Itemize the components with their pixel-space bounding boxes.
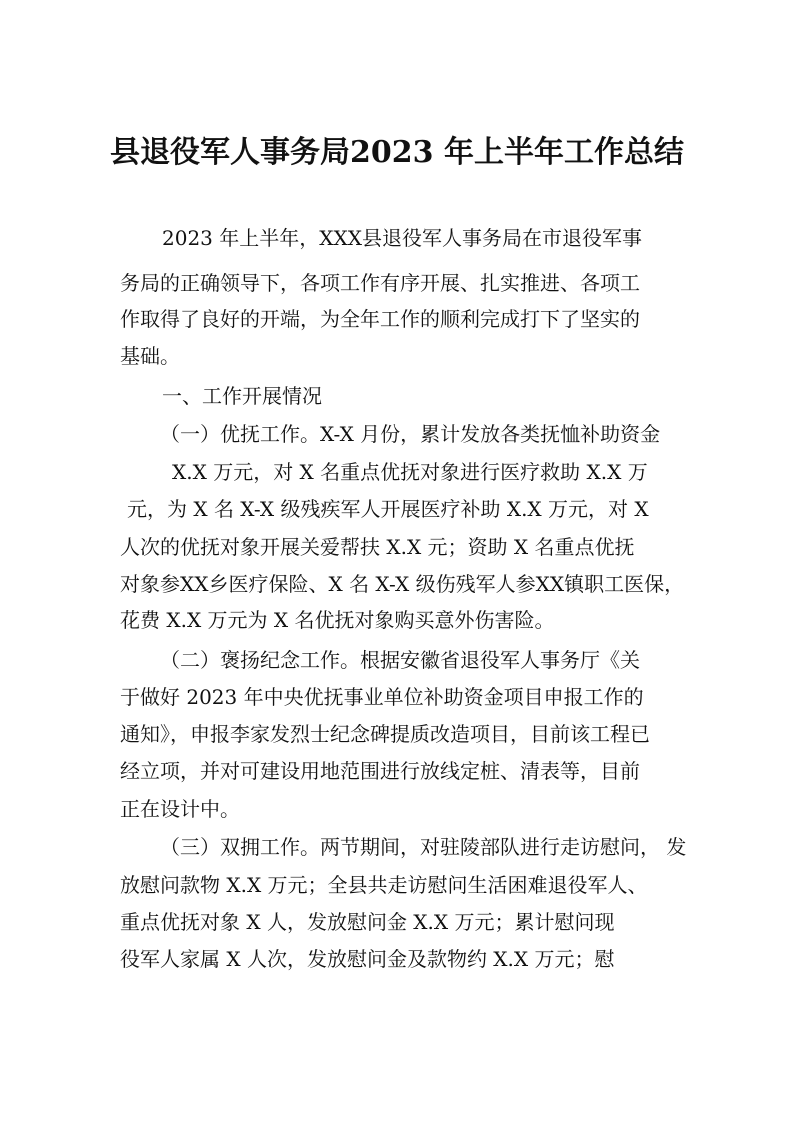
paragraph-line: 花费 X.X 万元为 X 名优抚对象购买意外伤害险。: [120, 608, 555, 632]
paragraph-line: 役军人家属 X 人次，发放慰问金及款物约 X.X 万元；慰: [120, 947, 615, 971]
paragraph-line: 于做好 2023 年中央优抚事业单位补助资金项目申报工作的: [120, 685, 644, 709]
paragraph-line: 通知》，申报李家发烈士纪念碑提质改造项目，目前该工程已: [120, 722, 650, 746]
document-title: 县退役军人事务局2023 年上半年工作总结: [110, 135, 684, 170]
paragraph-line: 放慰问款物 X.X 万元；全县共走访慰问生活困难退役军人、: [120, 873, 648, 897]
paragraph-line: 经立项，并对可建设用地范围进行放线定桩、清表等，目前: [120, 759, 640, 783]
paragraph-line: 2023 年上半年，XXX县退役军人事务局在市退役军事: [162, 226, 642, 250]
paragraph-line: （一）优抚工作。X-X 月份，累计发放各类抚恤补助资金: [160, 422, 661, 446]
paragraph-line: 正在设计中。: [120, 797, 240, 821]
paragraph-line: X.X 万元，对 X 名重点优抚对象进行医疗救助 X.X 万: [172, 460, 648, 484]
paragraph-line: （二）褒扬纪念工作。根据安徽省退役军人事务厅《关: [160, 648, 640, 672]
paragraph-line: （三）双拥工作。两节期间，对驻陵部队进行走访慰问， 发: [160, 835, 687, 859]
paragraph-line: 基础。: [120, 344, 180, 368]
paragraph-line: 作取得了良好的开端，为全年工作的顺利完成打下了坚实的: [120, 307, 640, 331]
paragraph-line: 元，为 X 名 X-X 级残疾军人开展医疗补助 X.X 万元，对 X: [127, 497, 649, 521]
paragraph-line: 务局的正确领导下，各项工作有序开展、扎实推进、各项工: [120, 271, 640, 295]
paragraph-line: 重点优抚对象 X 人，发放慰问金 X.X 万元；累计慰问现: [120, 910, 615, 934]
paragraph-line: 人次的优抚对象开展关爱帮扶 X.X 元；资助 X 名重点优抚: [120, 535, 635, 559]
paragraph-line: 对象参XX乡医疗保险、X 名 X-X 级伤残军人参XX镇职工医保，: [120, 572, 685, 596]
section-heading: 一、工作开展情况: [162, 384, 322, 408]
